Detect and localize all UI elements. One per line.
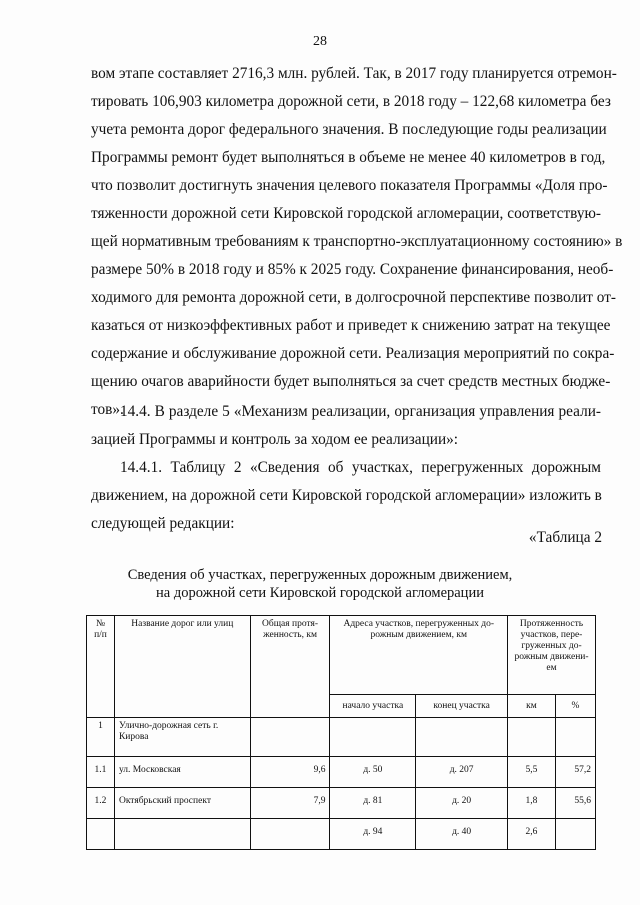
cell-percent: 57,2 [555,757,595,788]
table-header-row [87,616,596,695]
text-line: зацией Программы и контроль за ходом ее реализации»: [91,431,459,448]
header-end: конец участка [416,695,508,718]
header-congested-length: Протяженность участков, пере-груженных до-рожным движени-ем [508,616,596,695]
cell-name: Улично-дорожная сеть г. Кирова [114,718,250,757]
cell-start [330,718,416,757]
table-title-line: на дорожной сети Кировской городской агломерации [156,585,484,601]
cell-percent [555,718,595,757]
paragraph-main [91,60,623,424]
text-line: тяженности дорожной сети Кировской городской агломерации, соответствую- [91,205,601,222]
header-start: начало участка [330,695,416,718]
text-line: казаться от низкоэффективных работ и приведет к снижению затрат на текущее [91,317,611,334]
cell-percent [555,819,595,850]
paragraph-section-14-4 [91,398,601,454]
cell-total: 7,9 [250,788,330,819]
cell-start: д. 94 [330,819,416,850]
table-row [87,788,596,819]
cell-percent: 55,6 [555,788,595,819]
cell-name [114,819,250,850]
text-line: вом этапе составляет 2716,3 млн. рублей. Так, в 2017 году планируется отремон- [91,65,617,82]
cell-name: ул. Московская [114,757,250,788]
table-title [0,566,640,602]
header-num: № п/п [87,616,115,718]
text-line: ходимого для ремонта дорожной сети, в долгосрочной перспективе позволит от- [91,289,616,306]
table-reference: «Таблица 2 [528,529,602,546]
text-line: размере 50% в 2018 году и 85% к 2025 году. Сохранение финансирования, необ- [91,261,614,278]
cell-num: 1.2 [87,788,115,819]
cell-total [250,819,330,850]
table-title-line: Сведения об участках, перегруженных дорожным движением, [127,567,513,583]
cell-end: д. 40 [416,819,508,850]
header-total-length: Общая протя-женность, км [250,616,330,718]
table-row [87,819,596,850]
cell-total: 9,6 [250,757,330,788]
cell-km: 5,5 [508,757,556,788]
cell-start: д. 50 [330,757,416,788]
header-name: Название дорог или улиц [114,616,250,718]
text-line: тов». [91,401,124,418]
cell-num: 1.1 [87,757,115,788]
text-line: 14.4.1. Таблицу 2 «Сведения об участках, перегруженных дорожным [120,459,601,476]
text-line: содержание и обслуживание дорожной сети. Реализация мероприятий по сокра- [91,345,615,362]
header-addresses: Адреса участков, перегруженных до-рожным движением, км [330,616,508,695]
cell-name: Октябрьский проспект [114,788,250,819]
cell-end [416,718,508,757]
congested-sections-table [86,615,596,850]
cell-num: 1 [87,718,115,757]
text-line: тировать 106,903 километра дорожной сети, в 2018 году – 122,68 километра без [91,93,611,110]
cell-end: д. 207 [416,757,508,788]
cell-km [508,718,556,757]
text-line: учета ремонта дорог федерального значения. В последующие годы реализации [91,121,607,138]
text-line: щению очагов аварийности будет выполняться за счет средств местных бюдже- [91,373,611,390]
paragraph-section-14-4-1 [91,454,601,538]
header-percent: % [555,695,595,718]
text-line: движением, на дорожной сети Кировской городской агломерации» изложить в [91,487,602,504]
cell-total [250,718,330,757]
page-number: 28 [313,34,327,49]
text-line: 14.4. В разделе 5 «Механизм реализации, организация управления реали- [120,403,601,420]
text-line: щей нормативным требованиям к транспортно-эксплуатационному состоянию» в [91,233,623,250]
table-row [87,757,596,788]
cell-km: 2,6 [508,819,556,850]
text-line: что позволит достигнуть значения целевого показателя Программы «Доля про- [91,177,608,194]
text-line: следующей редакции: [91,515,235,532]
text-line: Программы ремонт будет выполняться в объеме не менее 40 километров в год, [91,149,606,166]
table-row [87,718,596,757]
cell-end: д. 20 [416,788,508,819]
header-km: км [508,695,556,718]
cell-start: д. 81 [330,788,416,819]
cell-num [87,819,115,850]
cell-km: 1,8 [508,788,556,819]
